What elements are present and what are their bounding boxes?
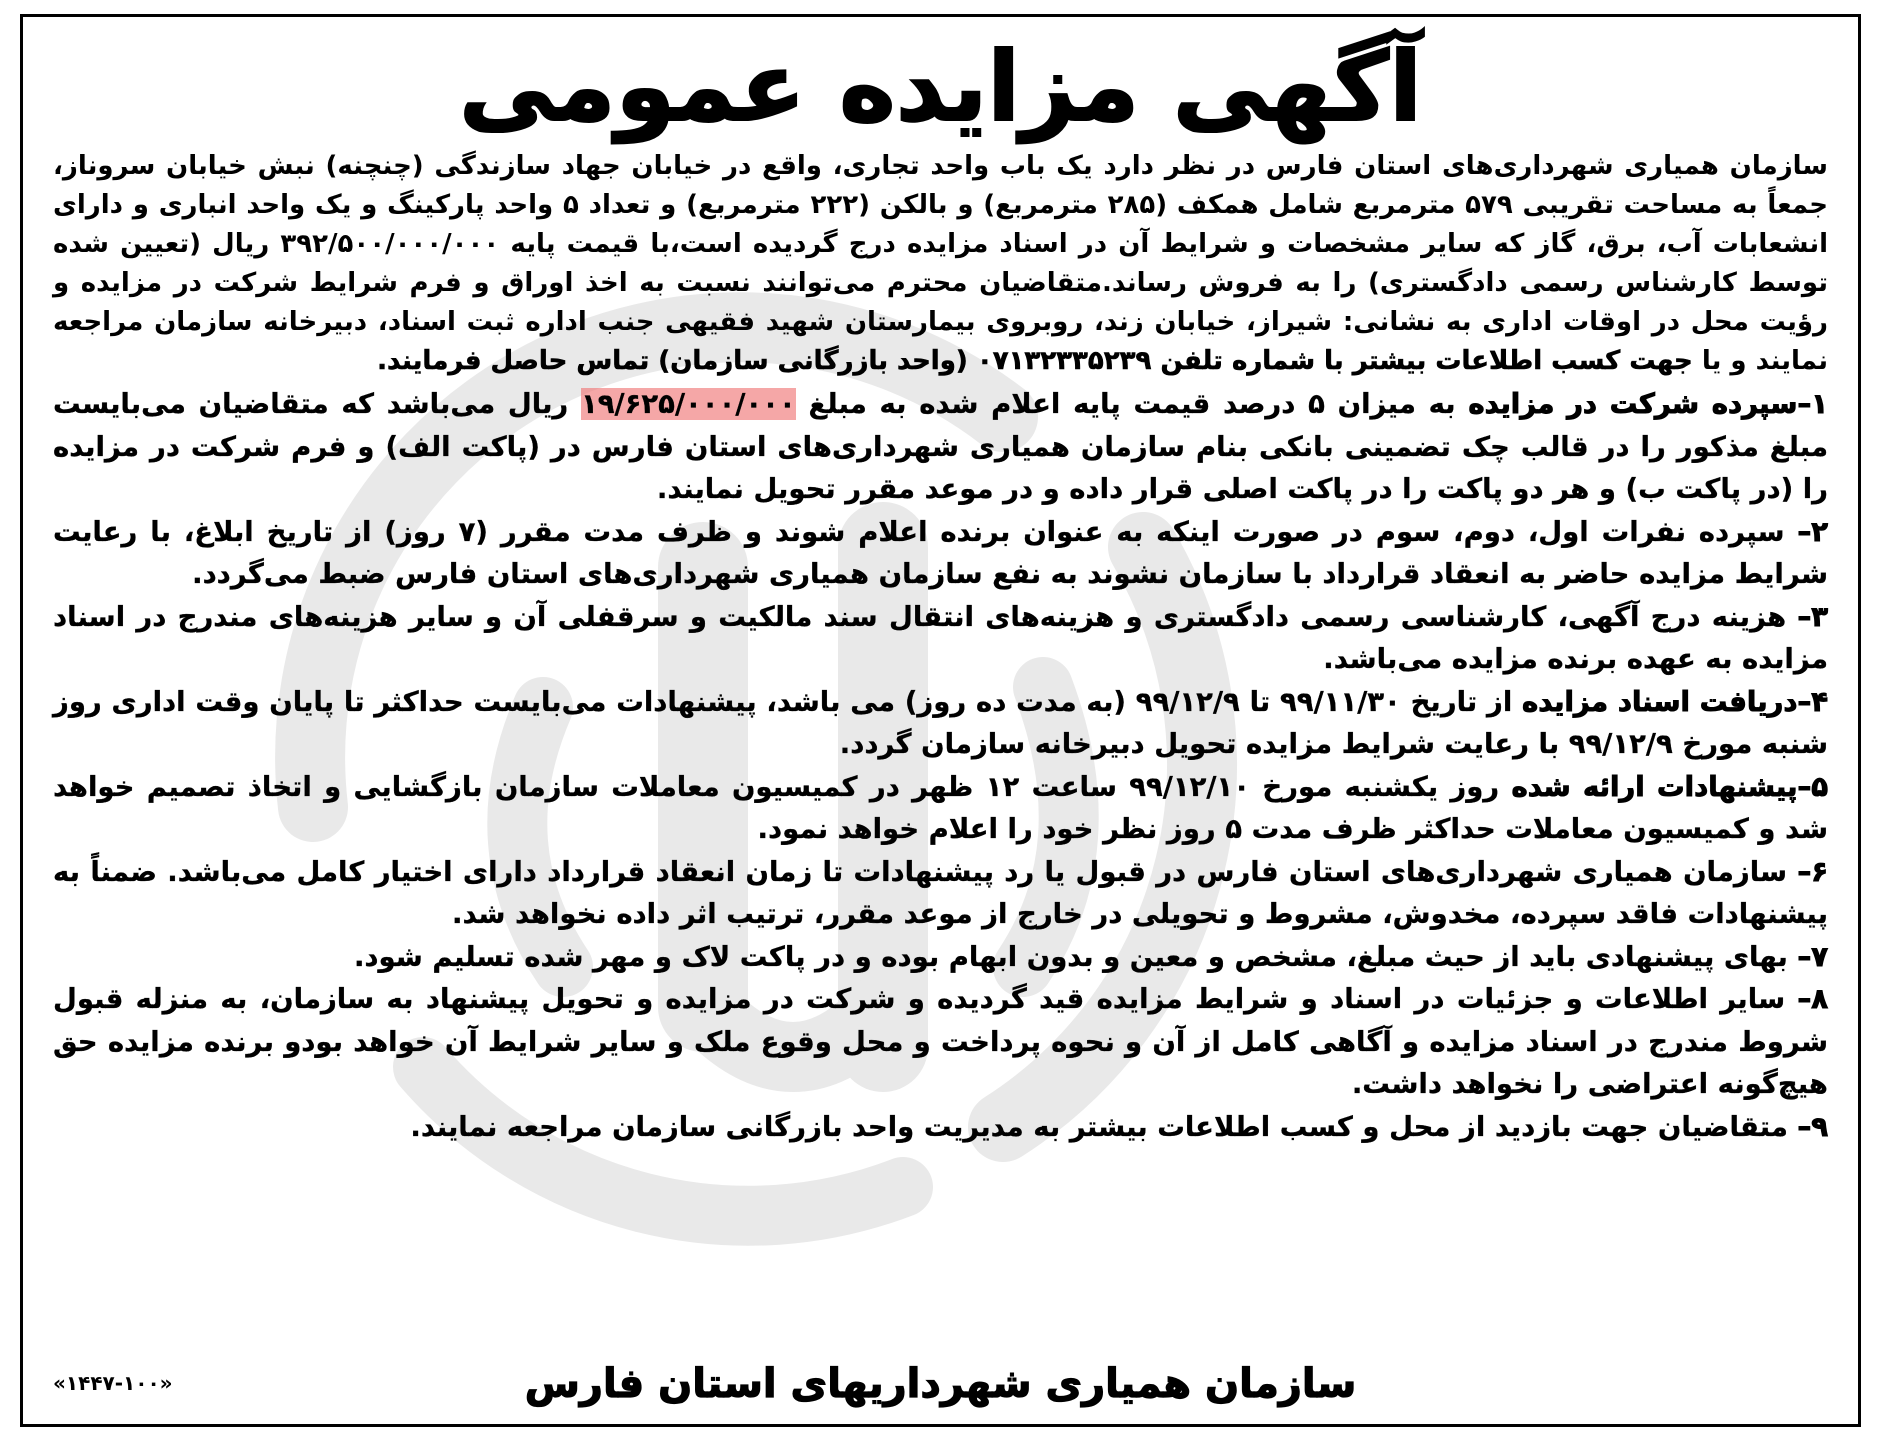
item-number: ۶– xyxy=(1797,855,1828,888)
item-text: متقاضیان جهت بازدید از محل و کسب اطلاعات بیشتر به مدیریت واحد بازرگانی سازمان مراجعه نمایند. xyxy=(410,1110,1798,1143)
item-number: ۵– xyxy=(1797,770,1828,803)
intro-contact: جهت کسب اطلاعات بیشتر با شماره تلفن ۰۷۱۳۲۳۳۵۲۳۹ (واحد بازرگانی سازمان) تماس حاصل فرمایند. xyxy=(377,346,1693,376)
item-text: روز یکشنبه مورخ ۹۹/۱۲/۱۰ ساعت ۱۲ ظهر در کمیسیون معاملات سازمان بازگشایی و اتخاذ تصمیم خواهد شد و کمیسیون معاملات حداکثر ظرف مدت ۵ روز نظر خود را اعلام خواهد نمود. xyxy=(53,770,1828,845)
item-lead: دریافت اسناد مزایده xyxy=(1522,685,1798,718)
condition-item-5 xyxy=(53,766,1828,851)
item-lead: سپرده شرکت در مزایده xyxy=(1468,388,1798,420)
item-text: سپرده نفرات اول، دوم، سوم در صورت اینکه به عنوان برنده اعلام شوند و ظرف مدت مقرر (۷ روز) از تاریخ ابلاغ، با رعایت شرایط مزایده حاضر به انعقاد قرارداد با سازمان نشوند به نفع سازمان همیاری شهرداری‌های استان فارس ضبط می‌گردد. xyxy=(53,515,1828,590)
condition-item-7 xyxy=(53,936,1828,979)
item-number: ۷– xyxy=(1797,940,1828,973)
item-text: به میزان ۵ درصد قیمت پایه اعلام شده به مبلغ xyxy=(795,388,1469,420)
condition-item-4 xyxy=(53,681,1828,766)
condition-item-9 xyxy=(53,1106,1828,1149)
deposit-amount-highlight: ۱۹/۶۲۵/۰۰۰/۰۰۰ xyxy=(580,388,796,420)
intro-paragraph xyxy=(53,147,1828,381)
condition-item-8 xyxy=(53,978,1828,1106)
notice-title: آگهی مزایده عمومی xyxy=(459,31,1422,143)
condition-item-6 xyxy=(53,851,1828,936)
item-number: ۹– xyxy=(1797,1110,1828,1143)
item-text: سازمان همیاری شهرداری‌های استان فارس در قبول یا رد پیشنهادات تا زمان انعقاد قرارداد دارای اختیار کامل می‌باشد. ضمناً به پیشنهادات فاقد سپرده، مخدوش، مشروط و تحویلی در خارج از موعد مقرر، ترتیب اثر داده نخواهد شد. xyxy=(53,855,1828,930)
item-number: ۳– xyxy=(1797,600,1828,633)
item-text: ریال می‌باشد که متقاضیان می‌بایست مبلغ مذکور را در قالب چک تضمینی بانکی بنام سازمان همیاری شهرداری‌های استان فارس در (پاکت الف) و فرم شرکت در مزایده را (در پاکت ب) و هر دو پاکت را در پاکت اصلی قرار داده و در موعد مقرر تحویل نمایند. xyxy=(53,388,1828,505)
item-lead: پیشنهادات ارائه شده xyxy=(1511,770,1798,803)
organization-signature: سازمان همیاری شهرداریهای استان فارس xyxy=(524,1361,1357,1407)
notice-page xyxy=(20,14,1861,1427)
item-number: ۱– xyxy=(1797,388,1829,420)
condition-item-2 xyxy=(53,511,1828,596)
item-text: سایر اطلاعات و جزئیات در اسناد و شرایط مزایده قید گردیده و شرکت در مزایده و تحویل پیشنهاد به سازمان، به منزله قبول شروط مندرج در اسناد مزایده و آگاهی کامل از آن و نحوه پرداخت و محل وقوع ملک و سایر شرایط آن خواهد بودو برنده مزایده حق هیچ‌گونه اعتراضی را نخواهد داشت. xyxy=(53,983,1828,1100)
item-number: ۲– xyxy=(1797,515,1828,548)
item-text: بهای پیشنهادی باید از حیث مبلغ، مشخص و معین و بدون ابهام بوده و در پاکت لاک و مهر شده تسلیم شود. xyxy=(353,940,1798,973)
notice-footer xyxy=(53,1354,1828,1418)
condition-item-3 xyxy=(53,596,1828,681)
condition-item-1 xyxy=(53,383,1828,511)
item-number: ۸– xyxy=(1797,983,1828,1015)
conditions-list xyxy=(53,383,1828,1148)
intro-text: سازمان همیاری شهرداری‌های استان فارس در نظر دارد یک باب واحد تجاری، واقع در خیابان جهاد سازندگی (چنچنه) نبش خیابان سروناز، جمعاً به مساحت تقریبی ۵۷۹ مترمربع شامل همکف (۲۸۵ مترمربع) و بالکن (۲۲۲ مترمربع) و تعداد ۵ واحد پارکینگ و یک واحد انباری و دارای انشعابات آب، برق، گاز که سایر مشخصات و شرایط آن در اسناد مزایده درج گردیده است،با قیمت پایه ۳۹۲/۵۰۰/۰۰۰/۰۰۰ ریال (تعیین شده توسط کارشناس رسمی دادگستری) را به فروش رساند.متقاضیان محترم می‌توانند نسبت به اخذ اوراق و فرم شرایط شرکت در مزایده و رؤیت محل در اوقات اداری به نشانی: شیراز، خیابان زند، روبروی بیمارستان شهید فقیهی جنب اداره ثبت اسناد، دبیرخانه سازمان مراجعه نمایند و یا xyxy=(53,151,1828,376)
item-text: هزینه درج آگهی، کارشناسی رسمی دادگستری و هزینه‌های انتقال سند مالکیت و سرقفلی آن و سایر هزینه‌های مندرج در اسناد مزایده به عهده برنده مزایده می‌باشد. xyxy=(53,600,1828,675)
item-number: ۴– xyxy=(1797,685,1829,718)
reference-code: «۱۴۴۷-۱۰۰» xyxy=(53,1371,173,1395)
item-text: از تاریخ ۹۹/۱۱/۳۰ تا ۹۹/۱۲/۹ (به مدت ده روز) می باشد، پیشنهادات می‌بایست حداکثر تا پایان وقت اداری روز شنبه مورخ ۹۹/۱۲/۹ با رعایت شرایط مزایده تحویل دبیرخانه سازمان گردد. xyxy=(53,685,1828,760)
